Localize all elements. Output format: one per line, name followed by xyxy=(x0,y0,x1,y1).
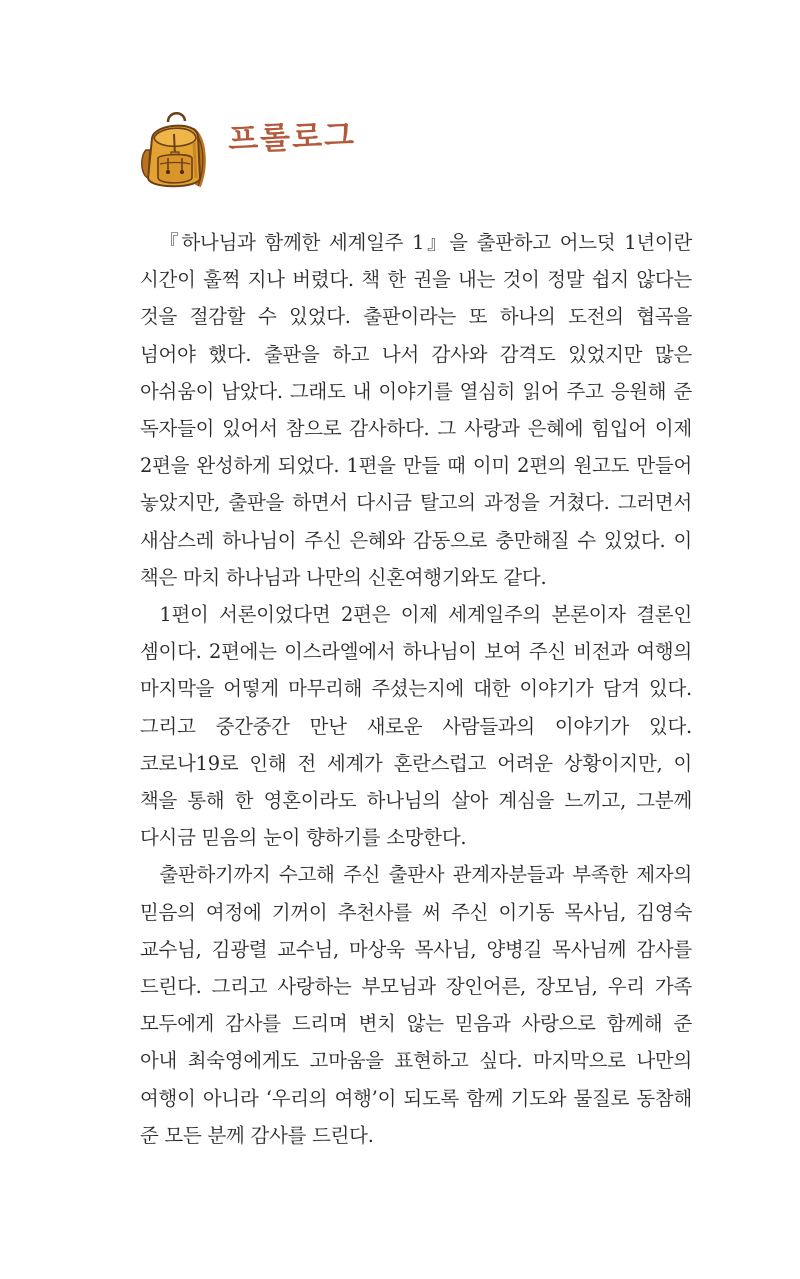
paragraph-3: 출판하기까지 수고해 주신 출판사 관계자분들과 부족한 제자의 믿음의 여정에 기꺼이 추천사를 써 주신 이기동 목사님, 김영숙 교수님, 김광렬 교수님, 마상욱 목사님, 양병길 목사님께 감사를 드린다. 그리고 사랑하는 부모님과 장인어른, 장모님, 우리 가족 모두에게 감사를 드리며 변치 않는 믿음과 사랑으로 함께해 준 아내 최숙영에게도 고마움을 표현하고 싶다. 마지막으로 나만의 여행이 아니라 ‘우리의 여행’이 되도록 함께 기도와 물질로 동참해 준 모든 분께 감사를 드린다. xyxy=(140,863,692,1147)
chapter-header xyxy=(138,108,438,198)
chapter-title: 프롤로그 xyxy=(227,117,357,158)
prologue-body xyxy=(140,224,692,1154)
backpack-icon xyxy=(138,108,218,192)
paragraph-1: 『하나님과 함께한 세계일주 1』을 출판하고 어느덧 1년이란 시간이 훌쩍 지나 버렸다. 책 한 권을 내는 것이 정말 쉽지 않다는 것을 절감할 수 있었다. 출판이라는 또 하나의 도전의 협곡을 넘어야 했다. 출판을 하고 나서 감사와 감격도 있었지만 많은 아쉬움이 남았다. 그래도 내 이야기를 열심히 읽어 주고 응원해 준 독자들이 있어서 참으로 감사하다. 그 사랑과 은혜에 힘입어 이제 2편을 완성하게 되었다. 1편을 만들 때 이미 2편의 원고도 만들어 놓았지만, 출판을 하면서 다시금 탈고의 과정을 거쳤다. 그러면서 새삼스레 하나님이 주신 은혜와 감동으로 충만해질 수 있었다. 이 책은 마치 하나님과 나만의 신혼여행기와도 같다. xyxy=(140,231,692,589)
paragraph-2: 1편이 서론이었다면 2편은 이제 세계일주의 본론이자 결론인 셈이다. 2편에는 이스라엘에서 하나님이 보여 주신 비전과 여행의 마지막을 어떻게 마무리해 주셨는지에 대한 이야기가 담겨 있다. 그리고 중간중간 만난 새로운 사람들과의 이야기가 있다. 코로나19로 인해 전 세계가 혼란스럽고 어려운 상황이지만, 이 책을 통해 한 영혼이라도 하나님의 살아 계심을 느끼고, 그분께 다시금 믿음의 눈이 향하기를 소망한다. xyxy=(140,603,692,850)
